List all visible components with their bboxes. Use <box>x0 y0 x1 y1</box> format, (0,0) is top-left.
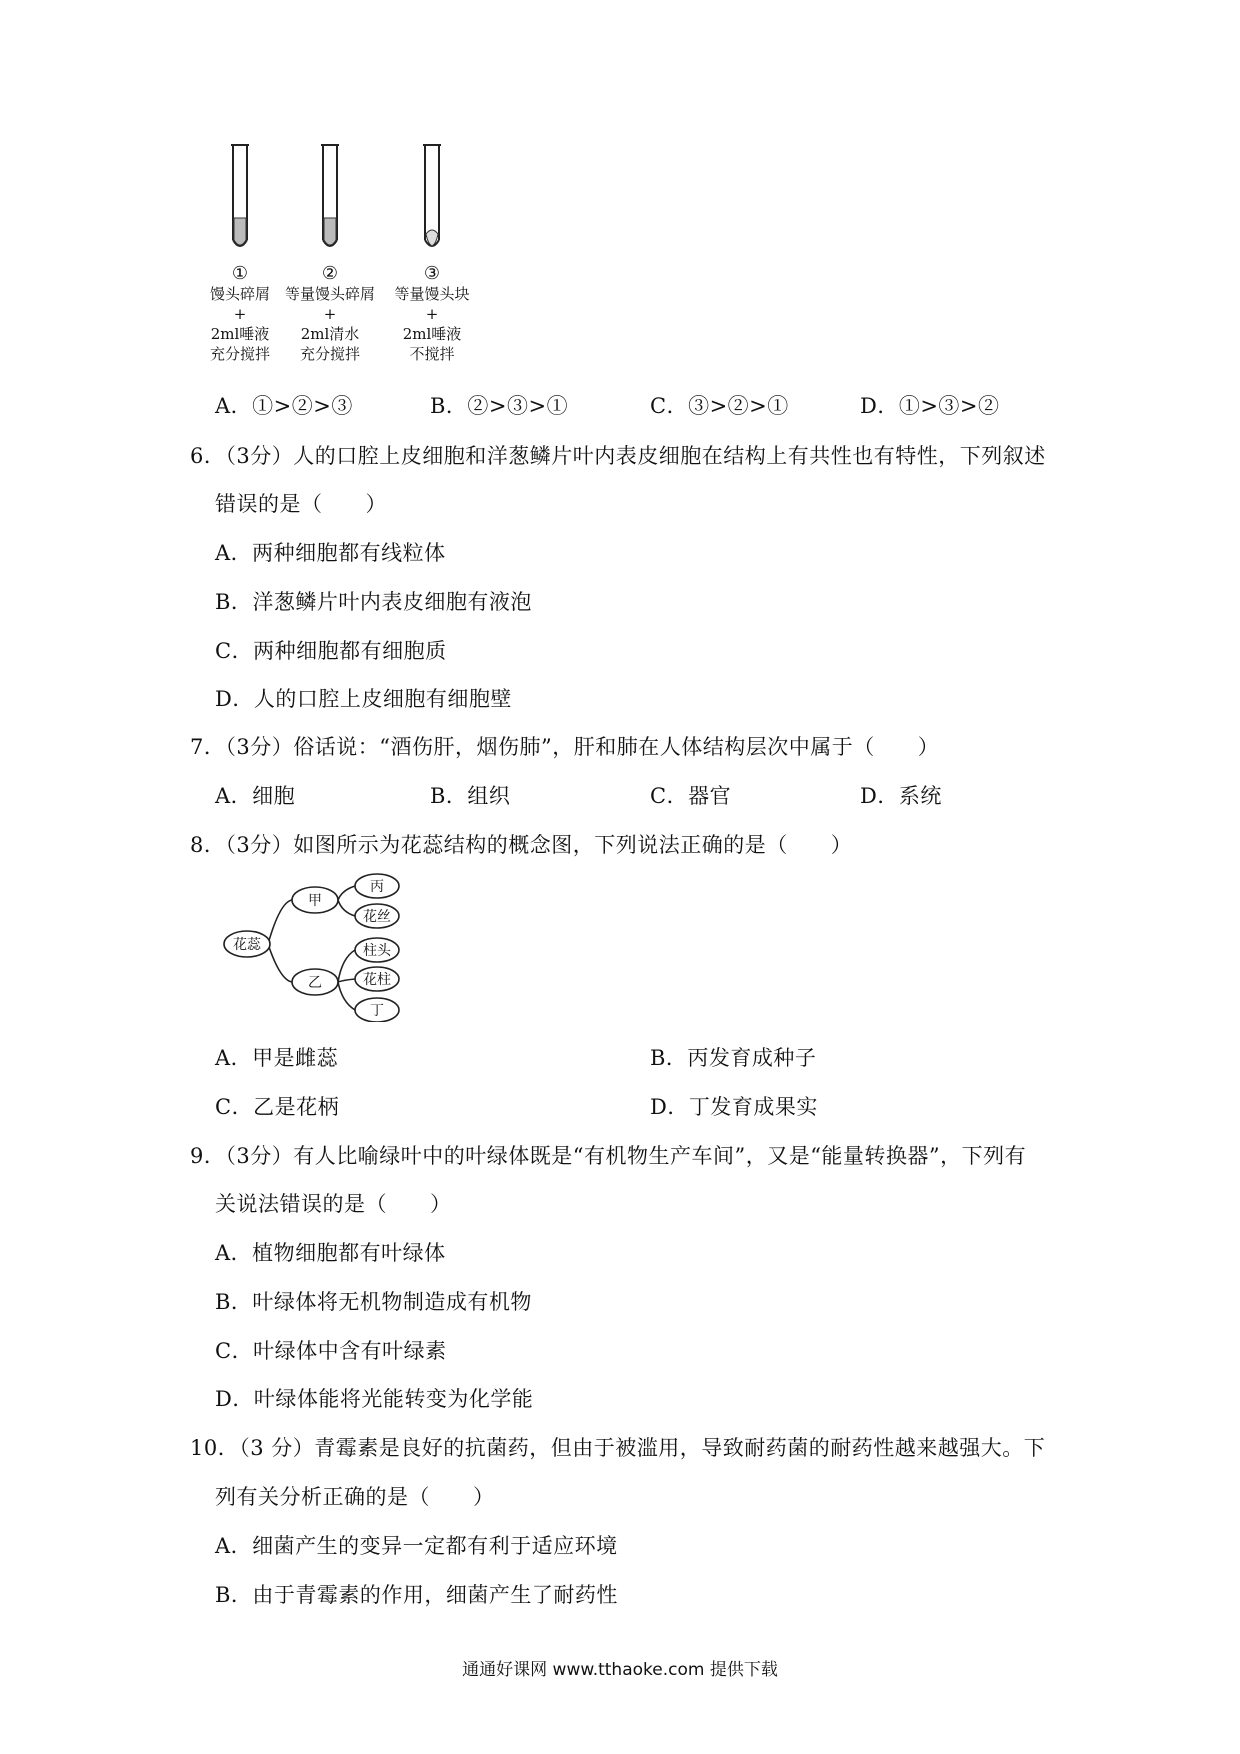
node-root-label: 花蕊 <box>233 937 261 953</box>
q7-stem: 7．（3分）俗话说：“酒伤肝，烟伤肺”，肝和肺在人体结构层次中属于（ ） <box>190 735 940 759</box>
q8-option-d[interactable]: D．丁发育成果实 <box>650 1095 818 1119</box>
tube-3-label: ③ 等量馒头块 + 2ml唾液 不搅拌 <box>394 263 470 363</box>
q6-option-c[interactable]: C．两种细胞都有细胞质 <box>215 639 447 663</box>
q7-option-b[interactable]: B．组织 <box>430 784 511 808</box>
q5-option-a[interactable]: A．①>②>③ <box>215 394 353 418</box>
q10-stem-line2: 列有关分析正确的是（ ） <box>215 1485 495 1509</box>
node-a1-label: 丙 <box>370 879 384 895</box>
q5-option-c[interactable]: C．③>②>① <box>650 394 789 418</box>
q7-option-a[interactable]: A．细胞 <box>215 784 296 808</box>
page-footer: 通通好课网 www.tthaoke.com 提供下载 <box>462 1660 778 1680</box>
q8-option-a[interactable]: A．甲是雌蕊 <box>215 1046 339 1070</box>
q8-stem: 8．（3分）如图所示为花蕊结构的概念图，下列说法正确的是（ ） <box>190 833 853 857</box>
q6-option-d[interactable]: D．人的口腔上皮细胞有细胞壁 <box>215 687 512 711</box>
q5-option-d[interactable]: D．①>③>② <box>860 394 1000 418</box>
q10-option-b[interactable]: B．由于青霉素的作用，细菌产生了耐药性 <box>215 1583 618 1607</box>
q8-option-c[interactable]: C．乙是花柄 <box>215 1095 340 1119</box>
q7-option-c[interactable]: C．器官 <box>650 784 732 808</box>
q6-option-a[interactable]: A．两种细胞都有线粒体 <box>215 541 446 565</box>
q10-option-a[interactable]: A．细菌产生的变异一定都有利于适应环境 <box>215 1534 618 1558</box>
q7-option-d[interactable]: D．系统 <box>860 784 942 808</box>
tube-1-label: ① 馒头碎屑 + 2ml唾液 充分搅拌 <box>209 263 270 363</box>
node-a2-label: 花丝 <box>363 909 391 925</box>
q9-option-d[interactable]: D．叶绿体能将光能转变为化学能 <box>215 1387 534 1411</box>
q9-option-b[interactable]: B．叶绿体将无机物制造成有机物 <box>215 1290 532 1314</box>
node-a-label: 甲 <box>308 893 322 909</box>
tube-2-label: ② 等量馒头碎屑 + 2ml清水 充分搅拌 <box>284 263 375 363</box>
stamen-pistil-diagram <box>220 872 410 1022</box>
node-b3-label: 丁 <box>370 1003 384 1019</box>
tube-1 <box>231 144 249 246</box>
q6-stem-line2: 错误的是（ ） <box>215 492 387 516</box>
node-b2-label: 花柱 <box>363 972 391 988</box>
node-b1-label: 柱头 <box>363 943 391 959</box>
q6-option-b[interactable]: B．洋葱鳞片叶内表皮细胞有液泡 <box>215 590 532 614</box>
q9-option-a[interactable]: A．植物细胞都有叶绿体 <box>215 1241 446 1265</box>
tube-3 <box>423 144 441 246</box>
q5-option-b[interactable]: B．②>③>① <box>430 394 569 418</box>
q9-stem-line2: 关说法错误的是（ ） <box>215 1192 452 1216</box>
q8-option-b[interactable]: B．丙发育成种子 <box>650 1046 817 1070</box>
test-tubes-svg <box>200 140 500 265</box>
q10-stem-line1: 10．（3 分）青霉素是良好的抗菌药，但由于被滥用，导致耐药菌的耐药性越来越强大。下 <box>190 1436 1046 1460</box>
q9-option-c[interactable]: C．叶绿体中含有叶绿素 <box>215 1339 447 1363</box>
node-b-label: 乙 <box>308 975 322 991</box>
q6-stem-line1: 6．（3分）人的口腔上皮细胞和洋葱鳞片叶内表皮细胞在结构上有共性也有特性，下列叙述 <box>190 444 1046 468</box>
tube-2 <box>321 144 339 246</box>
q9-stem-line1: 9．（3分）有人比喻绿叶中的叶绿体既是“有机物生产车间”，又是“能量转换器”，下列有 <box>190 1144 1027 1168</box>
